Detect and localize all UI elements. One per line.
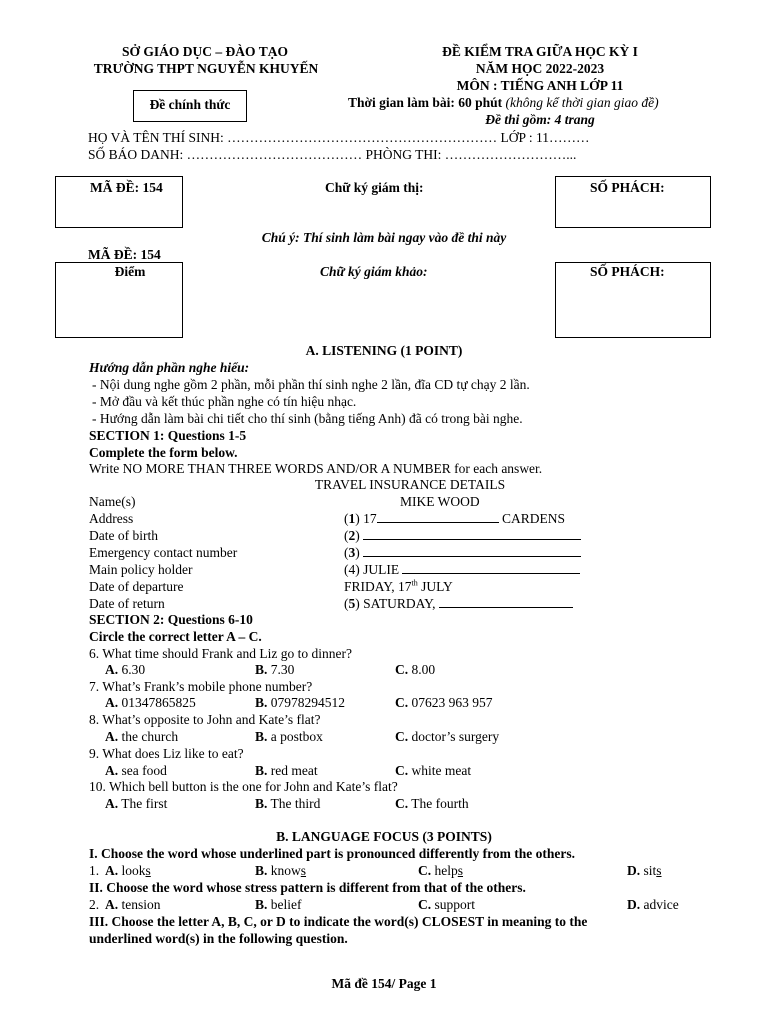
answer-blank[interactable] (402, 562, 580, 574)
answer-number: 3 (348, 545, 356, 560)
answer-number: 1 (348, 511, 356, 526)
examiner-signature-label: Chữ ký giám khảo: (320, 264, 428, 279)
option-b[interactable]: B. a postbox (255, 729, 323, 744)
form-value: MIKE WOOD (400, 494, 480, 509)
form-field-1: (1) 17 CARDENS (344, 511, 566, 526)
school-year: NĂM HỌC 2022-2023 (475, 61, 605, 76)
subject: MÔN : TIẾNG ANH LỚP 11 (456, 78, 624, 93)
time-line (348, 95, 659, 111)
option-a[interactable]: A. 6.30 (105, 662, 146, 677)
form-field-2: (2) (344, 528, 581, 544)
option-b[interactable]: B. The third (255, 796, 321, 811)
exam-code-1: MÃ ĐỀ: 154 (90, 180, 163, 195)
time-note: (không kể thời gian giao đề) (505, 95, 659, 110)
score-label: Điểm (114, 264, 146, 279)
form-label: Main policy holder (89, 562, 193, 577)
option-a[interactable]: A. The first (105, 796, 168, 811)
notice: Chú ý: Thí sinh làm bài ngay vào đề thi này (261, 230, 507, 245)
listening-title: A. LISTENING (1 POINT) (305, 343, 463, 358)
option-c[interactable]: C. The fourth (395, 796, 469, 811)
option-c[interactable]: C. 8.00 (395, 662, 436, 677)
answer-blank[interactable] (377, 511, 499, 523)
q2-number: 2. (89, 897, 100, 912)
question: 8. What’s opposite to John and Kate’s flat? (89, 712, 321, 727)
section2-title: SECTION 2: Questions 6-10 (89, 612, 253, 627)
question: 9. What does Liz like to eat? (89, 746, 244, 761)
option-b[interactable]: B. 07978294512 (255, 695, 346, 710)
answer-blank[interactable] (363, 528, 581, 540)
official-label: Đề chính thức (149, 97, 231, 112)
option-a[interactable]: A. the church (105, 729, 179, 744)
page-count: Đề thi gồm: 4 trang (485, 112, 595, 127)
answer-number: 5 (348, 596, 356, 611)
guide-item: - Nội dung nghe gồm 2 phần, mỗi phần thí sinh nghe 2 lần, đĩa CD tự chạy 2 lần. (92, 377, 530, 392)
page-footer: Mã đề 154/ Page 1 (331, 976, 437, 991)
listening-guide-title: Hướng dẫn phần nghe hiểu: (89, 360, 250, 375)
q1-number: 1. (89, 863, 100, 878)
section1-instruction: Complete the form below. (89, 445, 238, 460)
part3-title: III. Choose the letter A, B, C, or D to indicate the word(s) CLOSEST in meaning to the (89, 914, 588, 929)
dept-name: SỞ GIÁO DỤC – ĐÀO TẠO (122, 44, 288, 59)
student-name-line: HỌ VÀ TÊN THÍ SINH: …………………………………………………… LỚP : 11……… (88, 130, 590, 145)
language-title: B. LANGUAGE FOCUS (3 POINTS) (276, 829, 492, 844)
question: 10. Which bell button is the one for John and Kate’s flat? (89, 779, 398, 794)
option-c[interactable]: C. helps (418, 863, 464, 878)
option-b[interactable]: B. red meat (255, 763, 318, 778)
section1-instruction-2: Write NO MORE THAN THREE WORDS AND/OR A NUMBER for each answer. (89, 461, 543, 476)
question: 7. What’s Frank’s mobile phone number? (89, 679, 313, 694)
guide-item: - Mở đầu và kết thúc phần nghe có tín hiệu nhạc. (92, 394, 357, 409)
option-d[interactable]: D. advice (627, 897, 679, 912)
option-a[interactable]: A. 01347865825 (105, 695, 196, 710)
question: 6. What time should Frank and Liz go to dinner? (89, 646, 352, 661)
form-label: Emergency contact number (89, 545, 238, 560)
answer-blank[interactable] (439, 596, 573, 608)
form-field-5: (5) SATURDAY, (344, 596, 573, 612)
part2-title: II. Choose the word whose stress pattern is different from that of the others. (89, 880, 526, 895)
answer-blank[interactable] (363, 545, 581, 557)
option-a[interactable]: A. looks (105, 863, 151, 878)
form-label: Date of return (89, 596, 165, 611)
option-a[interactable]: A. sea food (105, 763, 167, 778)
form-title: TRAVEL INSURANCE DETAILS (314, 477, 506, 492)
time-label: Thời gian làm bài: 60 phút (348, 95, 503, 110)
form-value: FRIDAY, 17th JULY (344, 578, 453, 594)
form-label: Name(s) (89, 494, 136, 509)
part3-title-cont: underlined word(s) in the following question. (89, 931, 348, 946)
form-field-3: (3) (344, 545, 581, 561)
option-c[interactable]: C. white meat (395, 763, 472, 778)
part1-title: I. Choose the word whose underlined part is pronounced differently from the others. (89, 846, 576, 861)
option-b[interactable]: B. belief (255, 897, 302, 912)
proctor-signature-label: Chữ ký giám thị: (325, 180, 424, 195)
option-a[interactable]: A. tension (105, 897, 161, 912)
form-label: Address (89, 511, 134, 526)
option-c[interactable]: C. doctor’s surgery (395, 729, 500, 744)
section2-instruction: Circle the correct letter A – C. (89, 629, 262, 644)
option-c[interactable]: C. 07623 963 957 (395, 695, 493, 710)
option-c[interactable]: C. support (418, 897, 475, 912)
student-id-line: SỐ BÁO DANH: ………………………………… PHÒNG THI: ………………………... (88, 147, 577, 162)
school-name: TRƯỜNG THPT NGUYỄN KHUYẾN (93, 61, 319, 76)
option-d[interactable]: D. sits (627, 863, 662, 878)
form-label: Date of birth (89, 528, 158, 543)
exam-title: ĐỀ KIỂM TRA GIỮA HỌC KỲ I (442, 44, 638, 59)
form-field-4: (4) JULIE (344, 562, 580, 578)
answer-number: 2 (348, 528, 356, 543)
option-b[interactable]: B. 7.30 (255, 662, 295, 677)
exam-code-2: MÃ ĐỀ: 154 (88, 247, 161, 262)
option-b[interactable]: B. knows (255, 863, 307, 878)
serial-label-1: SỐ PHÁCH: (590, 180, 665, 195)
guide-item: - Hướng dẫn làm bài chi tiết cho thí sinh (bằng tiếng Anh) đã có trong bài nghe. (92, 411, 523, 426)
form-label: Date of departure (89, 579, 184, 594)
serial-label-2: SỐ PHÁCH: (590, 264, 665, 279)
section1-title: SECTION 1: Questions 1-5 (89, 428, 247, 443)
